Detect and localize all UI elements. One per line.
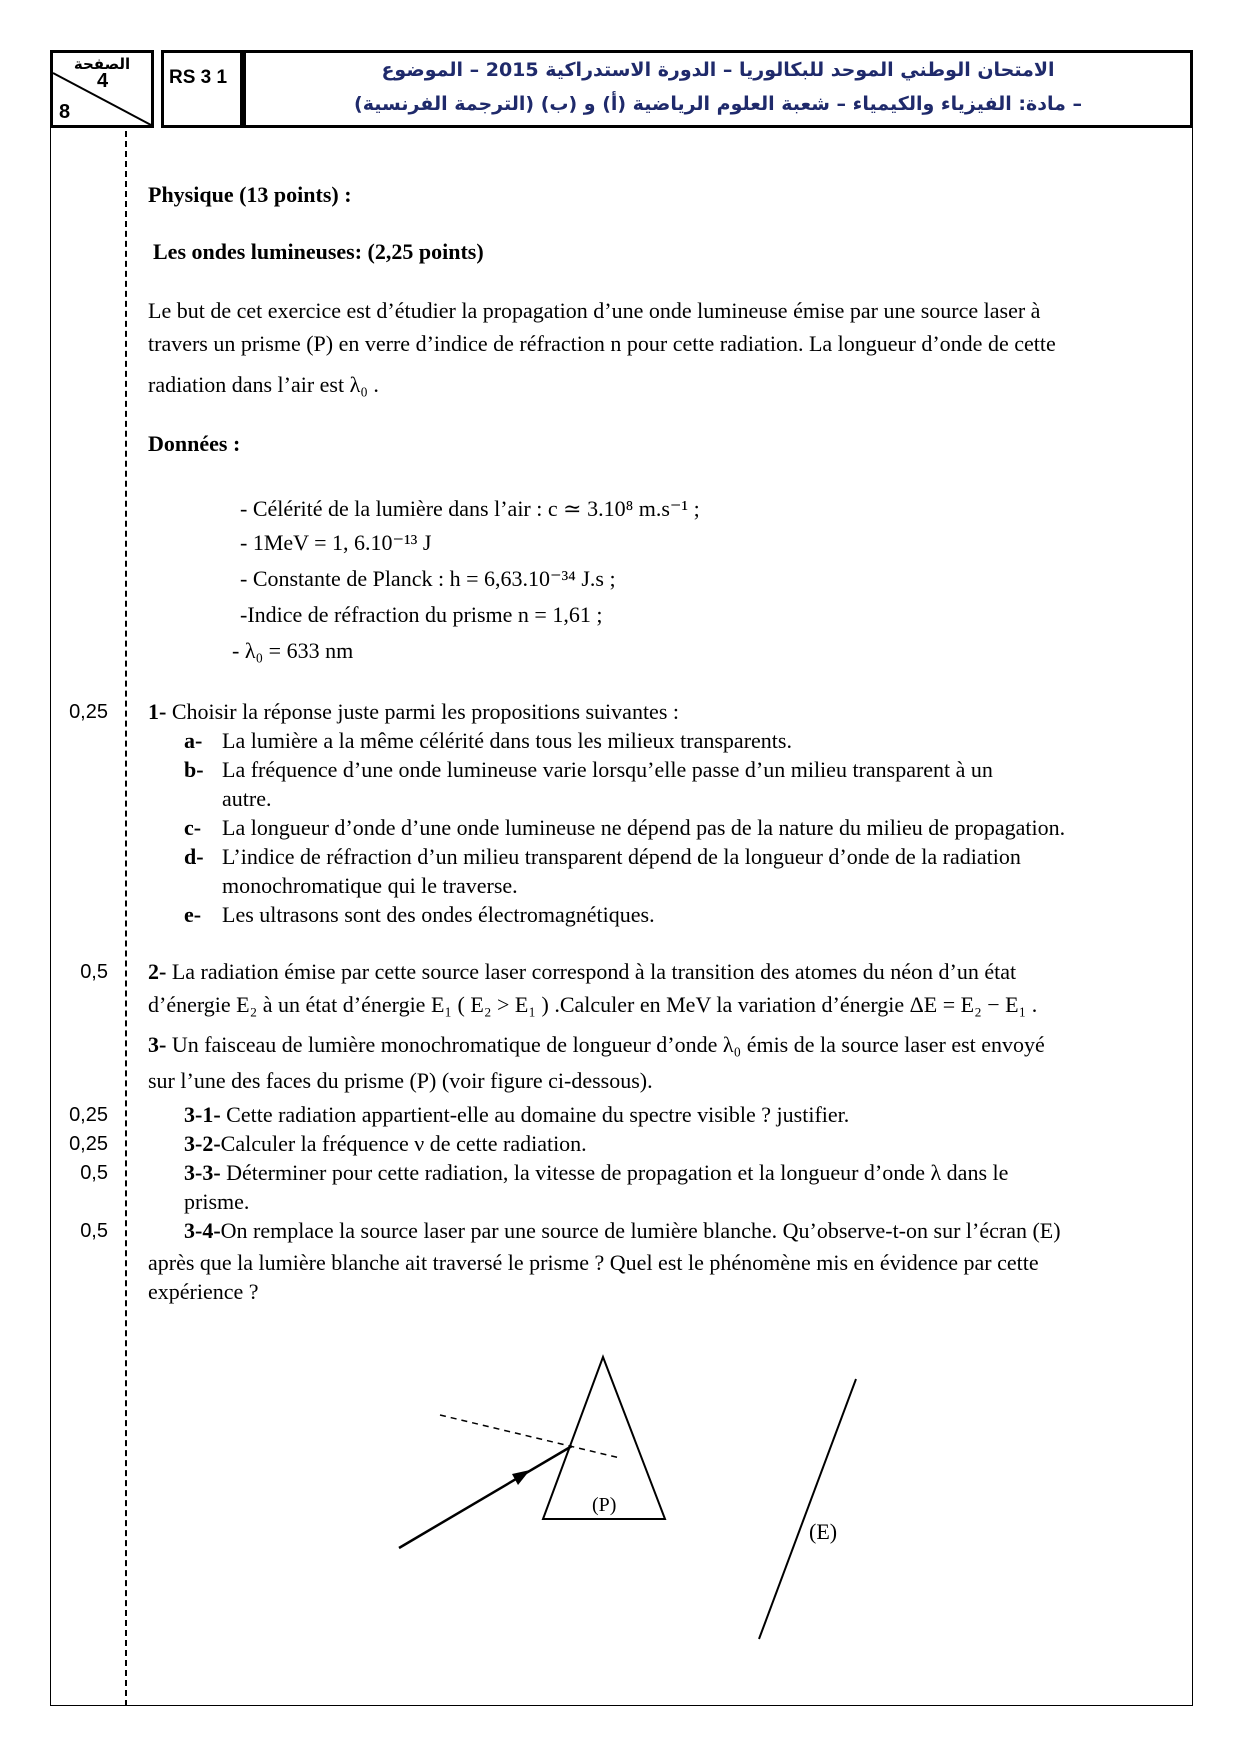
question-3-2: 3-2-Calculer la fréquence ν de cette radiation.: [184, 1131, 587, 1156]
exam-title-line2: – مادة: الفيزياء والكيمياء – شعبة العلوم الرياضية (أ) و (ب) (الترجمة الفرنسية): [354, 93, 1082, 115]
question-3-3-cont: prisme.: [184, 1189, 250, 1214]
question-3-4-line3: expérience ?: [148, 1279, 259, 1304]
question-1: 1- Choisir la réponse juste parmi les propositions suivantes :: [148, 699, 679, 724]
exercise-title: Les ondes lumineuses: (2,25 points): [153, 239, 484, 264]
page-label: الصفحة: [73, 55, 131, 73]
exam-title-line1: الامتحان الوطني الموحد للبكالوريا – الدورة الاستدراكية 2015 – الموضوع: [381, 59, 1055, 81]
option-b-cont: autre.: [222, 786, 272, 811]
question-3-4: 3-4-On remplace la source laser par une source de lumière blanche. Qu’observe-t-on sur l’écran (E): [184, 1218, 1061, 1243]
total-pages: 8: [59, 101, 71, 123]
option-a: a- La lumière a la même célérité dans tous les milieux transparents.: [184, 728, 792, 753]
option-e: e- Les ultrasons sont des ondes électromagnétiques.: [184, 902, 655, 927]
ray-arrow: [512, 1470, 530, 1485]
mark-q33: 0,5: [80, 1162, 108, 1184]
mark-q31: 0,25: [69, 1104, 108, 1126]
screen-line: [759, 1379, 856, 1639]
intro-line-1: Le but de cet exercice est d’étudier la propagation d’une onde lumineuse émise par une source laser à: [148, 298, 1041, 323]
option-d: d- L’indice de réfraction d’un milieu transparent dépend de la longueur d’onde de la radiation: [184, 844, 1021, 869]
intro-line-2: travers un prisme (P) en verre d’indice de réfraction n pour cette radiation. La longueur d’onde de cette: [148, 331, 1056, 356]
mark-q2: 0,5: [80, 961, 108, 983]
question-2-line2: d’énergie E₂ à un état d’énergie E₁ ( E₂ > E₁ ) .Calculer en MeV la variation d’énergie ΔE = E₂ − E₁ .: [148, 992, 1038, 1017]
mark-q34: 0,5: [80, 1220, 108, 1242]
mark-q32: 0,25: [69, 1133, 108, 1155]
section-title: Physique (13 points) :: [148, 182, 352, 207]
question-3-line2: sur l’une des faces du prisme (P) (voir figure ci-dessous).: [148, 1068, 653, 1093]
page-number: 4: [97, 70, 109, 92]
normal-line: [440, 1415, 620, 1458]
data-item: - λ₀ = 633 nm: [232, 638, 354, 663]
data-item: -Indice de réfraction du prisme n = 1,61 ;: [240, 602, 603, 627]
option-d-cont: monochromatique qui le traverse.: [222, 873, 518, 898]
question-3-3: 3-3- Déterminer pour cette radiation, la vitesse de propagation et la longueur d’onde λ dans le: [184, 1160, 1009, 1185]
question-3-4-line2: après que la lumière blanche ait traversé le prisme ? Quel est le phénomène mis en évidence par cette: [148, 1250, 1039, 1275]
question-3-line1: 3- Un faisceau de lumière monochromatique de longueur d’onde λ₀ émis de la source laser est envoyé: [148, 1032, 1045, 1057]
exam-code: RS 3 1: [161, 50, 243, 128]
intro-line-3: radiation dans l’air est λ₀ .: [148, 372, 379, 397]
prism-label: (P): [592, 1494, 617, 1516]
data-item: - Célérité de la lumière dans l’air : c ≃ 3.10⁸ m.s⁻¹ ;: [240, 496, 700, 521]
option-c: c- La longueur d’onde d’une onde lumineuse ne dépend pas de la nature du milieu de propagation.: [184, 815, 1066, 840]
question-2-line1: 2- La radiation émise par cette source laser correspond à la transition des atomes du néon d’un état: [148, 959, 1017, 984]
option-b: b- La fréquence d’une onde lumineuse varie lorsqu’elle passe d’un milieu transparent à un: [184, 757, 993, 782]
light-ray: [399, 1446, 572, 1548]
data-title: Données :: [148, 431, 241, 456]
data-item: - 1MeV = 1, 6.10⁻¹³ J: [240, 530, 432, 555]
screen-label: (E): [809, 1519, 838, 1544]
mark-q1: 0,25: [69, 701, 108, 723]
question-3-1: 3-1- Cette radiation appartient-elle au domaine du spectre visible ? justifier.: [184, 1102, 850, 1127]
data-item: - Constante de Planck : h = 6,63.10⁻³⁴ J.s ;: [240, 566, 616, 591]
